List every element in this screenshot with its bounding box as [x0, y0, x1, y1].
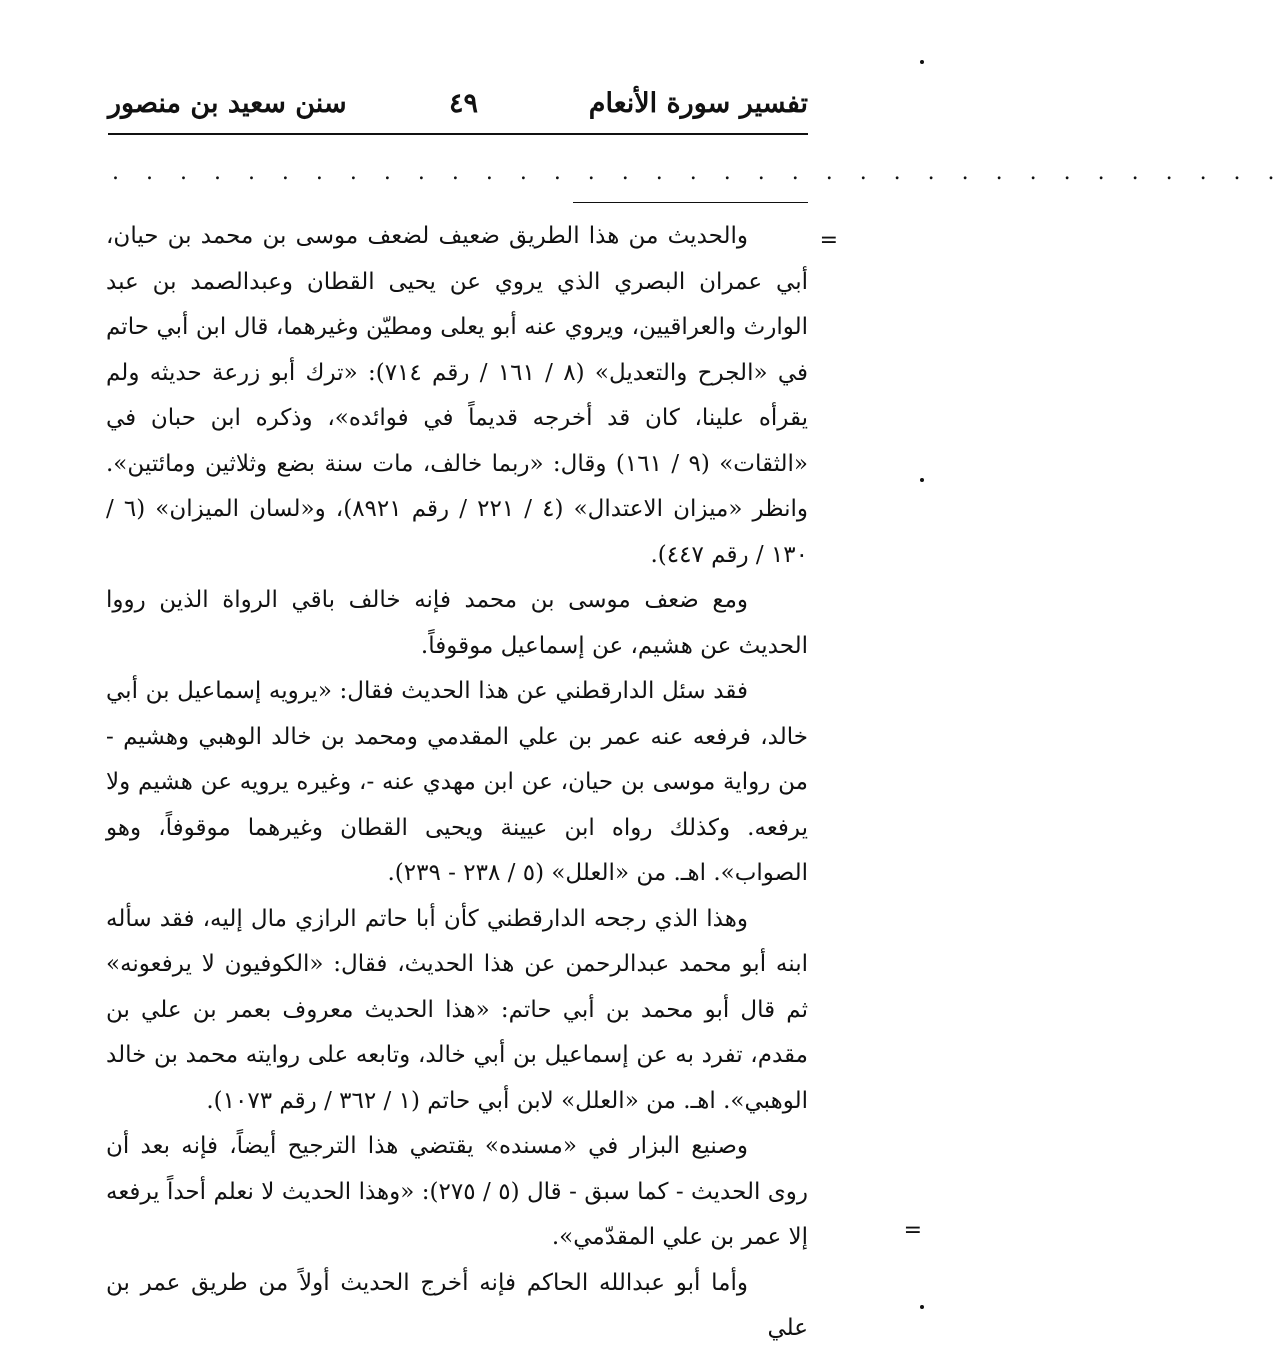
- paragraph: ومع ضعف موسى بن محمد فإنه خالف باقي الرواة الذين رووا الحديث عن هشيم، عن إسماعيل موقوفاً.: [106, 587, 808, 659]
- scan-edge-dot: [920, 478, 924, 482]
- continuation-mark-bottom: =: [903, 1218, 922, 1243]
- paragraph: وأما أبو عبدالله الحاكم فإنه أخرج الحديث أولاً من طريق عمر بن علي: [106, 1269, 808, 1341]
- page-header: [108, 88, 808, 128]
- footnote-body: [106, 214, 808, 1352]
- separator-dots: . . . . . . . . . . . . . . . . . . . . . . . . . . . . . . . . . . .: [112, 160, 1285, 185]
- footnote-rule: [573, 202, 808, 203]
- paragraph: وصنيع البزار في «مسنده» يقتضي هذا الترجيح أيضاً، فإنه بعد أن روى الحديث - كما سبق - قال (٥ / ٢٧٥): «وهذا الحديث لا نعلم أحداً يرفعه إلا عمر بن علي المقدّمي».: [106, 1133, 808, 1250]
- scan-edge-dot: [920, 60, 924, 64]
- header-rule: [108, 133, 808, 135]
- paragraph: وهذا الذي رجحه الدارقطني كأن أبا حاتم الرازي مال إليه، فقد سأله ابنه أبو محمد عبدالرحمن عن هذا الحديث، فقال: «الكوفيون لا يرفعونه» ثم قال أبو محمد بن أبي حاتم: «هذا الحديث معروف بعمر بن علي بن مقدم، تفرد به عن إسماعيل بن أبي خالد، وتابعه على روايته محمد بن خالد الوهبي». اهـ. من «العلل» لابن أبي حاتم (١ / ٣٦٢ / رقم ١٠٧٣).: [106, 905, 808, 1114]
- page-number: ٤٩: [448, 88, 478, 119]
- book-title: تفسير سورة الأنعام: [588, 88, 808, 119]
- continuation-mark-top: =: [819, 228, 838, 253]
- series-title: سنن سعيد بن منصور: [108, 88, 347, 119]
- scan-edge-dot: [920, 1305, 924, 1309]
- paragraph: فقد سئل الدارقطني عن هذا الحديث فقال: «يرويه إسماعيل بن أبي خالد، فرفعه عنه عمر بن علي المقدمي ومحمد بن خالد الوهبي وهشيم - من رواية موسى بن حيان، عن ابن مهدي عنه -، وغيره يرويه عن هشيم ولا يرفعه. وكذلك رواه ابن عيينة ويحيى القطان وغيرهما موقوفاً، وهو الصواب». اهـ. من «العلل» (٥ / ٢٣٨ - ٢٣٩).: [106, 678, 808, 886]
- paragraph: والحديث من هذا الطريق ضعيف لضعف موسى بن محمد بن حيان، أبي عمران البصري الذي يروي عن يحيى القطان وعبدالصمد بن عبد الوارث والعراقيين، ويروي عنه أبو يعلى ومطيّن وغيرهما، قال ابن أبي حاتم في «الجرح والتعديل» (٨ / ١٦١ / رقم ٧١٤): «ترك أبو زرعة حديثه ولم يقرأه علينا، كان قد أخرجه قديماً في فوائده»، وذكره ابن حبان في «الثقات» (٩ / ١٦١) وقال: «ربما خالف، مات سنة بضع وثلاثين ومائتين». وانظر «ميزان الاعتدال» (٤ / ٢٢١ / رقم ٨٩٢١)، و«لسان الميزان» (٦ / ١٣٠ / رقم ٤٤٧).: [106, 223, 808, 568]
